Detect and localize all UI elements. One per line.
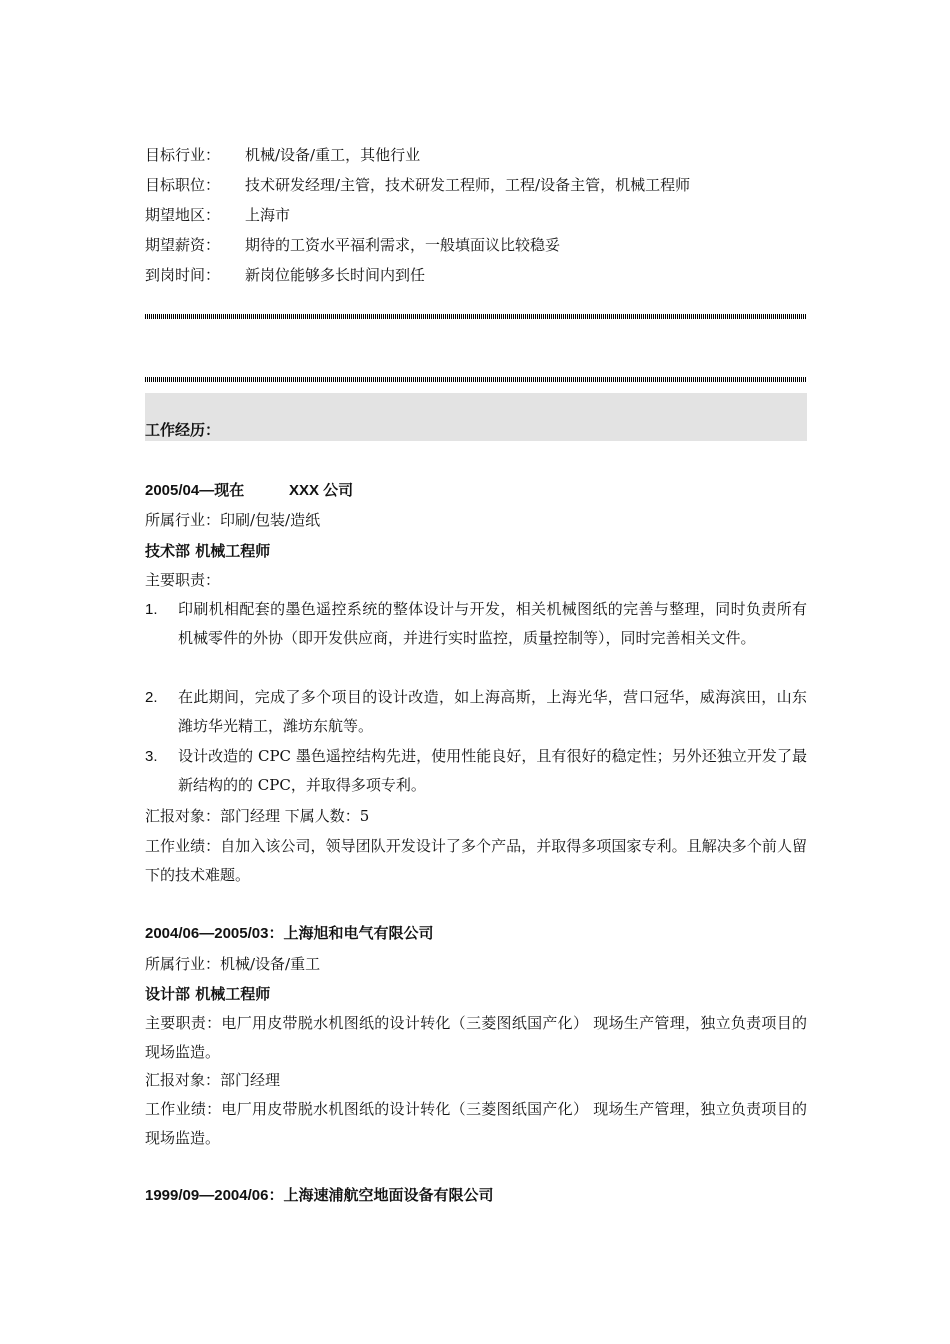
profile-row-region: [145, 203, 290, 227]
profile-value: 新岗位能够多长时间内到任: [245, 266, 426, 284]
divider-rule: [145, 377, 807, 382]
list-number: 2.: [145, 689, 158, 706]
job-position: 设计部 机械工程师: [145, 985, 271, 1003]
profile-label: 期望地区：: [145, 206, 221, 224]
divider-rule: [145, 314, 807, 319]
job-company: 上海速浦航空地面设备有限公司: [283, 1186, 494, 1204]
list-item: [145, 595, 807, 682]
profile-label: 目标职位：: [145, 176, 221, 194]
profile-row-salary: [145, 233, 560, 257]
profile-label: 到岗时间：: [145, 266, 221, 284]
job-header: [145, 922, 433, 944]
job-industry: 所属行业：印刷/包装/造纸: [145, 511, 321, 529]
list-text: 设计改造的 CPC 墨色遥控结构先进，使用性能良好，且有很好的稳定性；另外还独立开发了最新结构的的 CPC，并取得多项专利。: [178, 747, 807, 794]
job-duties-label: 主要职责：: [145, 571, 221, 589]
profile-label: 期望薪资：: [145, 236, 221, 254]
profile-row-position: [145, 173, 690, 197]
job-report: 汇报对象：部门经理 下属人数：5: [145, 807, 370, 825]
job-report: 汇报对象：部门经理: [145, 1071, 281, 1089]
job-duties: 主要职责：电厂用皮带脱水机图纸的设计转化（三菱图纸国产化） 现场生产管理，独立负责项目的现场监造。: [145, 1014, 807, 1061]
profile-row-start-time: [145, 263, 425, 287]
profile-row-industry: [145, 143, 420, 167]
job-position: 技术部 机械工程师: [145, 542, 271, 560]
job-achievement: 工作业绩：自加入该公司，领导团队开发设计了多个产品，并取得多项国家专利。且解决多个前人留下的技术难题。: [145, 837, 807, 884]
section-title: 工作经历：: [145, 421, 221, 439]
job-achievement: 工作业绩：电厂用皮带脱水机图纸的设计转化（三菱图纸国产化） 现场生产管理，独立负责项目的现场监造。: [145, 1100, 807, 1147]
profile-value: 期待的工资水平福利需求，一般填面议比较稳妥: [245, 236, 561, 254]
job-date: 2005/04—现在: [145, 482, 245, 499]
list-number: 3.: [145, 748, 158, 765]
profile-value: 上海市: [245, 206, 291, 224]
list-text: 在此期间，完成了多个项目的设计改造，如上海高斯，上海光华，营口冠华，威海滨田，山东潍坊华光精工，潍坊东航等。: [178, 688, 807, 735]
profile-value: 机械/设备/重工，其他行业: [245, 146, 421, 164]
job-header: [145, 1184, 493, 1206]
profile-label: 目标行业：: [145, 146, 221, 164]
job-header: [145, 479, 353, 501]
list-text: 印刷机相配套的墨色遥控系统的整体设计与开发，相关机械图纸的完善与整理，同时负责所有机械零件的外协（即开发供应商，并进行实时监控，质量控制等），同时完善相关文件。: [178, 600, 807, 647]
list-number: 1.: [145, 601, 158, 618]
job-company: 上海旭和电气有限公司: [283, 924, 434, 942]
list-item: [145, 683, 807, 741]
job-date: 1999/09—2004/06：: [145, 1187, 284, 1204]
job-company: XXX 公司: [289, 482, 354, 499]
section-header-band: [145, 393, 807, 441]
job-date: 2004/06—2005/03：: [145, 925, 284, 942]
profile-value: 技术研发经理/主管，技术研发工程师，工程/设备主管，机械工程师: [245, 176, 691, 194]
job-industry: 所属行业：机械/设备/重工: [145, 955, 321, 973]
list-item: [145, 742, 807, 800]
